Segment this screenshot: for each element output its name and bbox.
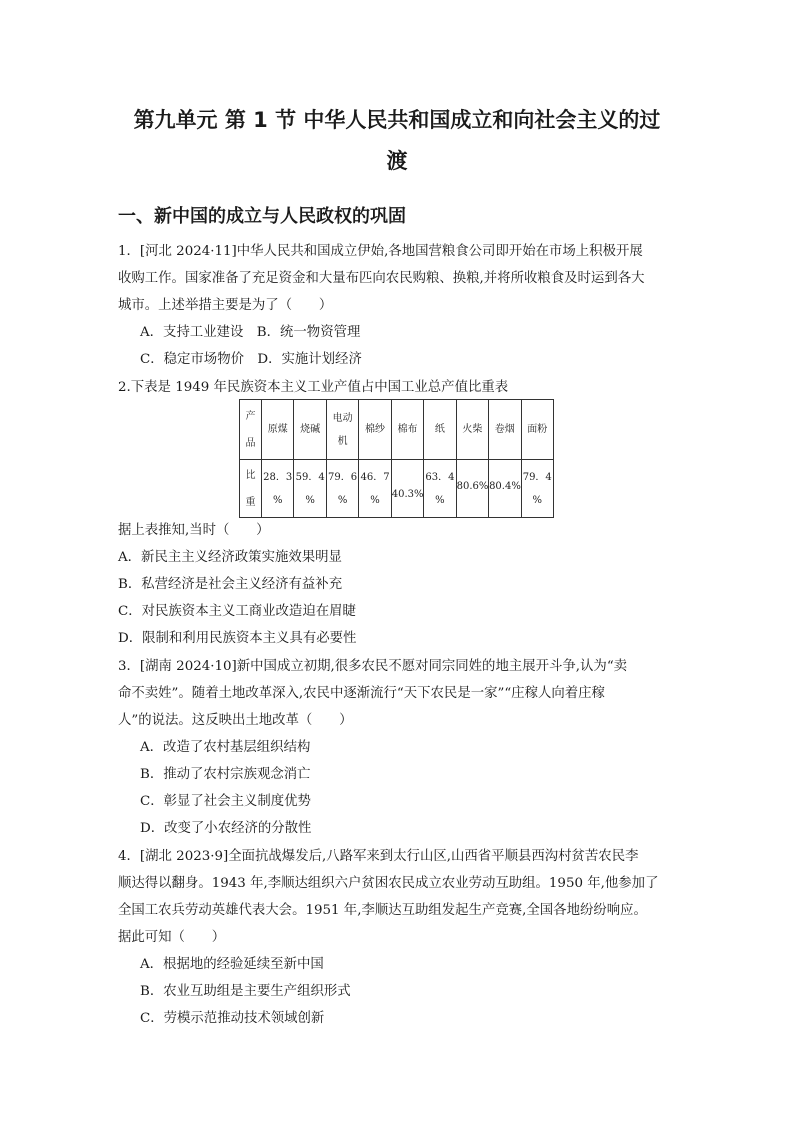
q4-stem-line: 顺达得以翻身。1943 年,李顺达组织六户贫困农民成立农业劳动互助组。1950 年,他参加了 (118, 876, 659, 891)
product-cell: 棉纱 (359, 400, 391, 460)
q1-option-row: A．支持工业建设 B．统一物资管理 (140, 325, 361, 340)
title-line-1: 第九单元 第 1 节 中华人民共和国成立和向社会主义的过 (133, 108, 661, 132)
q2-stem: 2.下表是 1949 年民族资本主义工业产值占中国工业总产值比重表 (118, 380, 509, 395)
share-cell: 63．4 % (424, 460, 456, 518)
q4-stem-line: 4．[湖北 2023·9]全面抗战爆发后,八路军来到太行山区,山西省平顺县西沟村贫苦农民李 (118, 849, 639, 864)
table-row-shares (240, 460, 554, 518)
q2-option-row: D．限制和利用民族资本主义具有必要性 (118, 631, 357, 646)
share-cell: 80.6% (456, 460, 488, 518)
q1-stem-line: 城市。上述举措主要是为了（ ） (118, 298, 333, 313)
q3-option-row: B．推动了农村宗族观念消亡 (140, 767, 311, 782)
product-cell: 烧碱 (294, 400, 326, 460)
share-cell: 79．4 % (521, 460, 554, 518)
q1-stem-line: 收购工作。国家准备了充足资金和大量布匹向农民购粮、换粮,并将所收粮食及时运到各大 (118, 271, 645, 286)
q4-option-row: C．劳模示范推动技术领域创新 (140, 1011, 325, 1026)
q3-option-row: D．改变了小农经济的分散性 (140, 821, 312, 836)
q4-option-row: A．根据地的经验延续至新中国 (140, 957, 324, 972)
q1-stem-line: 1．[河北 2024·11]中华人民共和国成立伊始,各地国营粮食公司即开始在市场上积极开展 (118, 244, 643, 259)
product-cell: 棉布 (391, 400, 423, 460)
share-cell: 80.4% (489, 460, 521, 518)
table-row-products (240, 400, 554, 460)
q2-option-row: C．对民族资本主义工商业改造迫在眉睫 (118, 604, 356, 619)
product-cell: 纸 (424, 400, 456, 460)
q2-prompt: 据上表推知,当时（ ） (118, 523, 270, 538)
table-header-cell: 比 重 (240, 460, 262, 518)
product-cell: 电动 机 (326, 400, 358, 460)
section-heading: 一、新中国的成立与人民政权的巩固 (118, 206, 406, 227)
q2-option-row: A．新民主主义经济政策实施效果明显 (118, 550, 342, 565)
share-cell: 28．3 % (262, 460, 294, 518)
share-cell: 59．4 % (294, 460, 326, 518)
share-cell: 40.3% (391, 460, 423, 518)
q2-option-row: B．私营经济是社会主义经济有益补充 (118, 577, 343, 592)
q1-option-row: C．稳定市场物价 D．实施计划经济 (140, 352, 362, 367)
page-title (100, 100, 694, 182)
q4-stem-line: 全国工农兵劳动英雄代表大会。1951 年,李顺达互助组发起生产竞赛,全国各地纷纷响应。 (118, 903, 647, 918)
share-cell: 79．6 % (326, 460, 358, 518)
title-line-2: 渡 (386, 149, 408, 173)
q3-option-row: A．改造了农村基层组织结构 (140, 740, 311, 755)
q4-option-row: B．农业互助组是主要生产组织形式 (140, 984, 351, 999)
q3-stem-line: 3．[湖南 2024·10]新中国成立初期,很多农民不愿对同宗同姓的地主展开斗争,认为“卖 (118, 659, 628, 674)
industry-share-table (239, 399, 554, 518)
table-header-cell: 产 品 (240, 400, 262, 460)
product-cell: 火柴 (456, 400, 488, 460)
q3-stem-line: 命不卖姓”。随着土地改革深入,农民中逐渐流行“天下农民是一家”“庄稼人向着庄稼 (118, 686, 605, 701)
product-cell: 面粉 (521, 400, 554, 460)
product-cell: 原煤 (262, 400, 294, 460)
q3-stem-line: 人”的说法。这反映出土地改革（ ） (118, 713, 353, 728)
q4-stem-line: 据此可知（ ） (118, 930, 226, 945)
product-cell: 卷烟 (489, 400, 521, 460)
share-cell: 46．7 % (359, 460, 391, 518)
q3-option-row: C．彰显了社会主义制度优势 (140, 794, 311, 809)
